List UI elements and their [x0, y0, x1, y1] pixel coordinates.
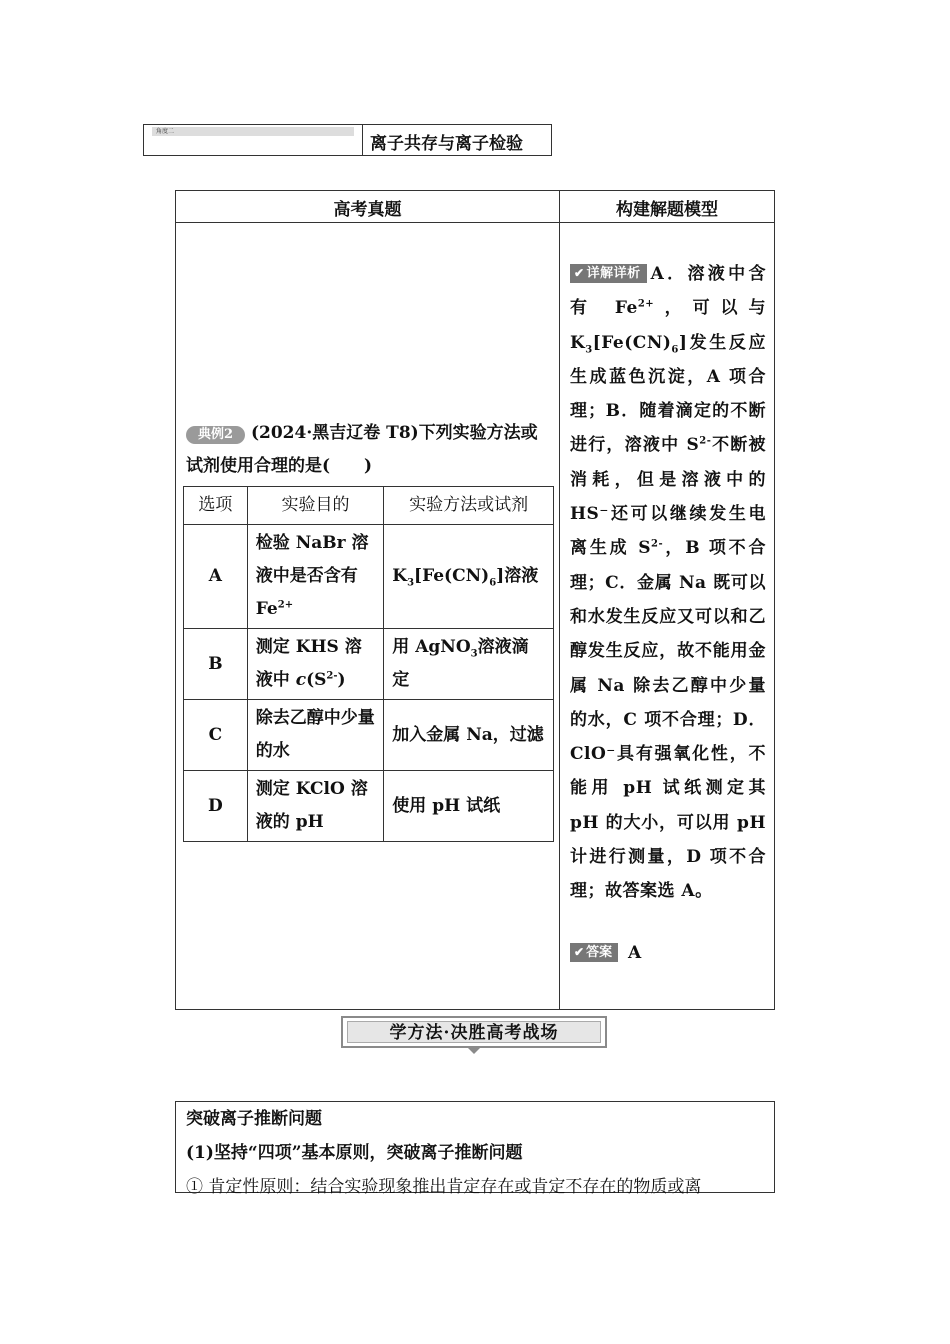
option-label: B — [184, 629, 248, 700]
table-row — [184, 771, 554, 842]
option-method: 用 AgNO$_3$溶液滴定 — [384, 629, 554, 700]
table-row — [184, 487, 554, 525]
section-tag-cell — [144, 125, 363, 155]
method-line: (1)坚持“四项”基本原则，突破离子推断问题 — [186, 1143, 523, 1163]
explanation-tag: ✔ 详解详析 — [570, 264, 647, 283]
option-purpose: 检验 NaBr 溶液中是否含有 $Fe^{2+}$ — [247, 525, 384, 629]
options-table — [183, 486, 554, 842]
answer-tag: ✔ 答案 — [570, 943, 618, 962]
option-method: 加入金属 Na，过滤 — [384, 700, 554, 771]
check-icon: ✔ — [574, 266, 585, 280]
option-label: D — [184, 771, 248, 842]
column-divider — [559, 191, 560, 1009]
table-header-cell: 选项 — [184, 487, 248, 525]
section-title: 离子共存与离子检验 — [370, 134, 523, 154]
table-header-cell: 实验目的 — [247, 487, 384, 525]
option-purpose: 除去乙醇中少量的水 — [247, 700, 384, 771]
section-header-box — [143, 124, 552, 156]
table-row — [184, 700, 554, 771]
banner-arrow-icon — [466, 1046, 482, 1054]
col1-header: 高考真题 — [333, 200, 402, 220]
table-header-cell: 实验方法或试剂 — [384, 487, 554, 525]
banner-text: 学方法·决胜高考战场 — [347, 1021, 601, 1043]
explanation-text: ✔ 详解详析 A．溶液中含有 $Fe^{2+}$，可以与 $K_3[Fe(CN)_6]$发生反应生成蓝色沉淀，A 项合理；B．随着滴定的不断进行，溶液中 $S^{2-}$不断被消耗，但是溶液中的 HS⁻还可以继续发生电离生成 $S^{2-}$，B 项不合理；C．金属 Na 既可以和水发生反应又可以和乙醇发生反应，故不能用金属 Na 除去乙醇中少量的水，C 项不合理；D．ClO⁻具有强氧化性，不能用 pH 试纸测定其 pH 的大小，可以用 pH 计进行测量，D 项不合理；故答案选 A。 — [570, 264, 767, 902]
section-banner — [341, 1016, 607, 1048]
option-label: C — [184, 700, 248, 771]
example-badge: 典例2 — [186, 426, 245, 444]
check-icon: ✔ — [574, 945, 585, 959]
col2-header: 构建解题模型 — [616, 200, 718, 220]
option-label: A — [184, 525, 248, 629]
header-divider — [176, 222, 774, 223]
question-source: (2024·黑吉辽卷 T8) — [250, 423, 419, 443]
section-tag: 角度二 — [152, 127, 354, 136]
table-row — [184, 525, 554, 629]
answer-line — [570, 943, 641, 963]
option-method: $K_3[Fe(CN)_6]$溶液 — [384, 525, 554, 629]
question-text — [186, 417, 554, 483]
option-method: 使用 pH 试纸 — [384, 771, 554, 842]
method-line: ① 肯定性原则：结合实验现象推出肯定存在或肯定不存在的物质或离 — [186, 1177, 702, 1197]
method-title: 突破离子推断问题 — [186, 1109, 322, 1129]
table-row — [184, 629, 554, 700]
method-box — [175, 1101, 775, 1197]
option-purpose: 测定 KClO 溶液的 pH — [247, 771, 384, 842]
main-table — [175, 190, 775, 1010]
option-purpose: 测定 KHS 溶液中 $c(S^{2-})$ — [247, 629, 384, 700]
answer-value: A — [628, 943, 642, 963]
question-stem: 下列实验方法或试剂使用合理的是( ) — [186, 423, 538, 476]
